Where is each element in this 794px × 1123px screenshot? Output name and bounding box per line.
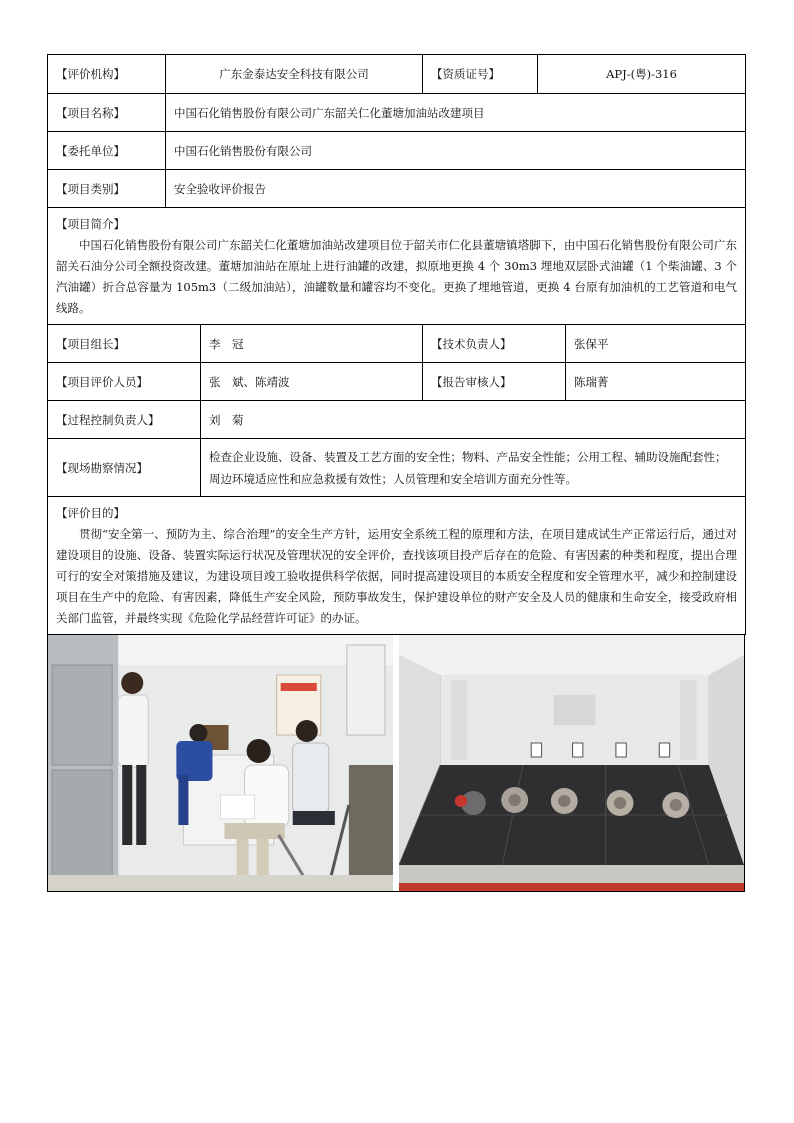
process-value: 刘 菊 <box>201 401 746 439</box>
category-label: 【项目类别】 <box>48 170 166 208</box>
org-value: 广东金泰达安全科技有限公司 <box>166 55 423 94</box>
purpose-label: 【评价目的】 <box>56 506 125 520</box>
reviewer-label: 【报告审核人】 <box>423 363 566 401</box>
staff-label: 【项目评价人员】 <box>48 363 201 401</box>
cert-value: APJ-(粤)-316 <box>538 55 746 94</box>
tech-value: 张保平 <box>566 325 746 363</box>
report-sheet <box>47 54 745 892</box>
cert-label: 【资质证号】 <box>423 55 538 94</box>
tech-label: 【技术负责人】 <box>423 325 566 363</box>
purpose-text: 贯彻“安全第一、预防为主、综合治理”的安全生产方针，运用安全系统工程的原理和方法，在项目建成试生产正常运行后，通过对建设项目的设施、设备、装置实际运行状况及管理状况的安全评价，查找该项目投产后存在的危险、有害因素的种类和程度，提出合理可行的安全对策措施及建议，为建设项目竣工验收提供科学依据，同时提高建设项目的本质安全程度和安全管理水平，减少和控制建设项目在生产中的危险、有害因素，降低生产安全风险，预防事故发生，保护建设单位的财产安全及人员的健康和生命安全，接受政府相关部门监管，并最终实现《危险化学品经营许可证》的办证。 <box>56 527 738 625</box>
intro-label: 【项目简介】 <box>56 217 125 231</box>
project-name-label: 【项目名称】 <box>48 94 166 132</box>
office-inspection-image <box>48 635 393 891</box>
reviewer-value: 陈瑞菁 <box>566 363 746 401</box>
equipment-photo <box>393 635 744 891</box>
staff-value: 张 斌、陈靖波 <box>201 363 423 401</box>
project-name-value: 中国石化销售股份有限公司广东韶关仁化董塘加油站改建项目 <box>166 94 746 132</box>
info-table <box>47 54 746 635</box>
survey-value: 检查企业设施、设备、装置及工艺方面的安全性；物料、产品安全性能；公用工程、辅助设施配套性；周边环境适应性和应急救援有效性；人员管理和安全培训方面充分性等。 <box>201 439 746 497</box>
client-label: 【委托单位】 <box>48 132 166 170</box>
intro-text: 中国石化销售股份有限公司广东韶关仁化董塘加油站改建项目位于韶关市仁化县董塘镇塔脚下，由中国石化销售股份有限公司广东韶关石油分公司全额投资改建。董塘加油站在原址上进行油罐的改建，拟原地更换 4 个 30m3 埋地双层卧式油罐（1 个柴油罐、3 个汽油罐）折合总容量为 105m3（二级加油站），油罐数量和罐容均不变化。更换了埋地管道，更换 4 台原有加油机的工艺管道和电气线路。 <box>56 238 738 315</box>
process-label: 【过程控制负责人】 <box>48 401 201 439</box>
photo-row <box>47 635 745 892</box>
category-value: 安全验收评价报告 <box>166 170 746 208</box>
site-survey-photo <box>48 635 393 891</box>
purpose-cell <box>48 497 746 635</box>
intro-cell <box>48 208 746 325</box>
survey-label: 【现场勘察情况】 <box>48 439 201 497</box>
org-label: 【评价机构】 <box>48 55 166 94</box>
leader-value: 李 冠 <box>201 325 423 363</box>
client-value: 中国石化销售股份有限公司 <box>166 132 746 170</box>
dispenser-pipes-image <box>399 635 744 891</box>
leader-label: 【项目组长】 <box>48 325 201 363</box>
